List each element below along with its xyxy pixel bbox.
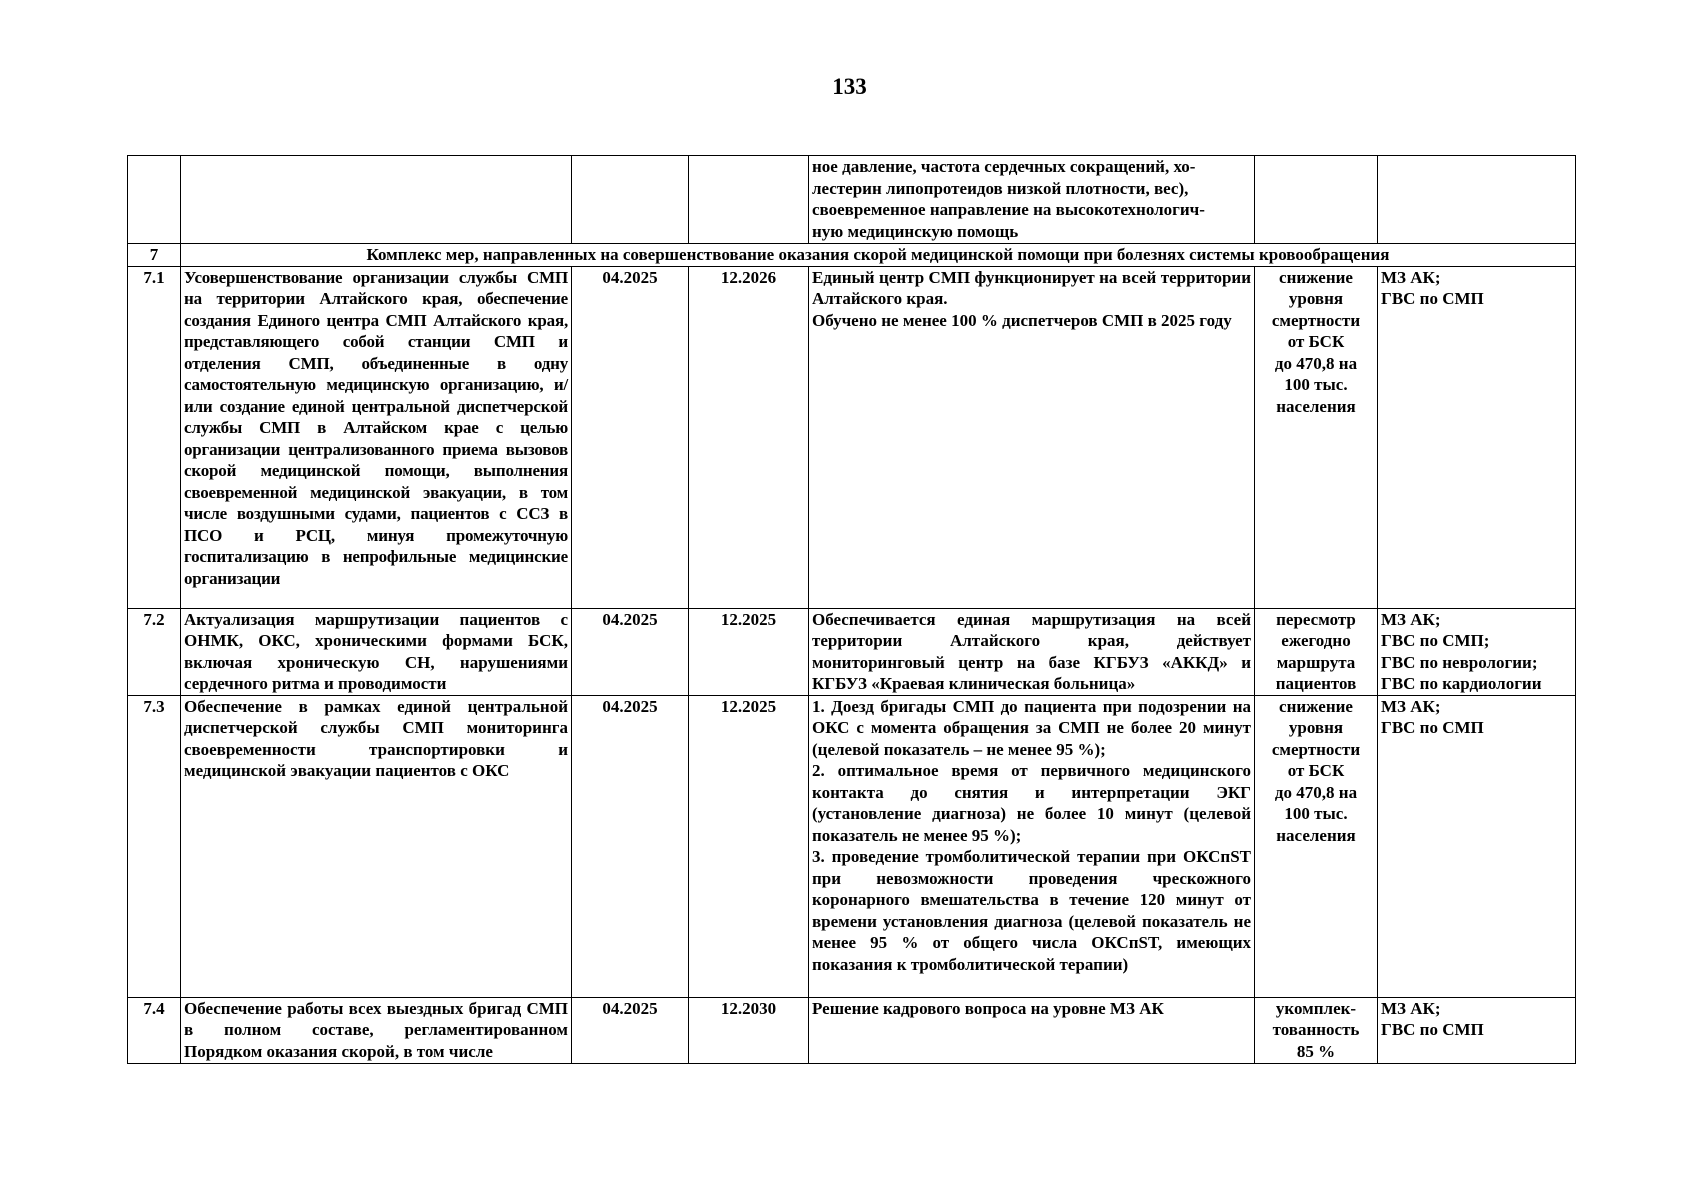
row-indicator [1255,266,1378,608]
table-row [128,997,1576,1063]
row-number: 7.1 [128,266,181,608]
text-line: до 470,8 на [1274,782,1358,802]
text-line: ную медицинскую помощь [812,221,1019,241]
text-line: ежегодно [1281,631,1351,650]
row-indicator [1255,695,1378,997]
text-line: Обеспечивается единая маршрутизация на всей территории Алтайского края, действует мониторинговый центр на базе КГБУЗ «АККД» и КГБУЗ «Краевая клиническая больница» [812,609,1251,693]
text-line: 100 тыс. [1284,804,1348,823]
text-line: 85 % [1296,1041,1336,1061]
text-line: Единый центр СМП функционирует на всей территории Алтайского края. [812,267,1251,308]
table-row [128,608,1576,695]
text-line: 3. проведение тромболитической терапии при ОКСпST при невозможности проведения чрескожного коронарного вмешательства в течение 120 минут от времени установления диагноза (целевой показатель не менее 95 % от общего числа ОКСпST, имеющих показания к тромболитической терапии) [812,847,1251,974]
text-line: Решение кадрового вопроса на уровне МЗ АК [812,998,1164,1018]
table-row [128,695,1576,997]
text-line: снижение [1279,696,1353,716]
text-line: 100 тыс. [1284,375,1348,394]
row-description: Обеспечение в рамках единой центральной диспетчерской службы СМП мониторинга своевременности транспортировки и медицинской эвакуации пациентов с ОКС [181,695,572,997]
start-date: 04.2025 [572,266,689,608]
text-line: 2. оптимальное время от первичного медицинского контакта до снятия и интерпретации ЭКГ (установление диагноза) не более 10 минут (целевой показатель не менее 95 %); [812,761,1251,845]
row-description: Актуализация маршрутизации пациентов с ОНМК, ОКС, хроническими формами БСК, включая хроническую СН, нарушениями сердечного ритма и проводимости [181,608,572,695]
text-line: населения [1276,825,1356,845]
row-result [809,266,1255,608]
text-line: Обучено не менее 100 % диспетчеров СМП в 2025 году [812,310,1232,330]
row-indicator [1255,997,1378,1063]
end-date: 12.2025 [689,608,809,695]
start-date: 04.2025 [572,608,689,695]
text-line: МЗ АК; [1381,267,1441,287]
cell-empty [572,156,689,244]
section-row [128,244,1576,267]
end-date: 12.2025 [689,695,809,997]
continuation-text [809,156,1255,244]
end-date: 12.2030 [689,997,809,1063]
cell-empty [1255,156,1378,244]
row-description: Усовершенствование организации службы СМП на территории Алтайского края, обеспечение создания Единого центра СМП Алтайского края, представляющего собой станции СМП и отделения СМП, объединенные в одну самостоятельную медицинскую организацию, и/или создание единой центральной диспетчерской службы СМП в Алтайском крае с целью организации централизованного приема вызовов скорой медицинской помощи, выполнения своевременной медицинской эвакуации, в том числе воздушными судами, пациентов с ССЗ в ПСО и РСЦ, минуя промежуточную госпитализацию в непрофильные медицинские организации [181,266,572,608]
text-line: уровня [1288,718,1344,737]
cell-empty [128,156,181,244]
start-date: 04.2025 [572,997,689,1063]
row-result [809,608,1255,695]
text-line: своевременное направление на высокотехнологич- [812,200,1205,219]
text-line: ГВС по неврологии; [1381,652,1538,672]
text-line: до 470,8 на [1274,353,1358,373]
text-line: смертности [1271,739,1361,759]
text-line: 1. Доезд бригады СМП до пациента при подозрении на ОКС с момента обращения за СМП не более 20 минут (целевой показатель – не менее 95 %); [812,696,1251,759]
text-line: ное давление, частота сердечных сокращений, хо- [812,157,1196,176]
row-result [809,695,1255,997]
cell-empty [689,156,809,244]
row-responsible [1378,266,1576,608]
text-line: ГВС по кардиологии [1381,674,1542,693]
section-number: 7 [128,244,181,267]
text-line: населения [1276,396,1356,416]
text-line: снижение [1279,267,1353,287]
row-responsible [1378,997,1576,1063]
start-date: 04.2025 [572,695,689,997]
measures-table [127,155,1576,1064]
row-number: 7.2 [128,608,181,695]
text-line: маршрута [1276,652,1356,672]
text-line: от БСК [1287,761,1345,780]
row-number: 7.3 [128,695,181,997]
text-line: пациентов [1275,674,1357,693]
text-line: МЗ АК; [1381,696,1441,716]
table-row [128,266,1576,608]
text-line: уровня [1288,289,1344,308]
text-line: лестерин липопротеидов низкой плотности, вес), [812,178,1189,198]
section-title: Комплекс мер, направленных на совершенствование оказания скорой медицинской помощи при болезнях системы кровообращения [181,244,1576,267]
page-number: 133 [832,74,867,99]
end-date: 12.2026 [689,266,809,608]
text-line: ГВС по СМП [1381,718,1484,737]
row-responsible [1378,695,1576,997]
text-line: от БСК [1287,332,1345,351]
text-line: МЗ АК; [1381,609,1441,629]
row-responsible [1378,608,1576,695]
continuation-row [128,156,1576,244]
row-result [809,997,1255,1063]
text-line: смертности [1271,310,1361,330]
cell-empty [181,156,572,244]
row-number: 7.4 [128,997,181,1063]
text-line: тованность [1272,1020,1360,1039]
text-line: ГВС по СМП [1381,1020,1484,1039]
text-line: МЗ АК; [1381,998,1441,1018]
row-indicator [1255,608,1378,695]
text-line: ГВС по СМП; [1381,631,1490,650]
text-line: укомплек- [1275,998,1357,1018]
text-line: пересмотр [1276,609,1356,629]
row-description: Обеспечение работы всех выездных бригад СМП в полном составе, регламентированном Порядком оказания скорой, в том числе [181,997,572,1063]
cell-empty [1378,156,1576,244]
text-line: ГВС по СМП [1381,289,1484,308]
